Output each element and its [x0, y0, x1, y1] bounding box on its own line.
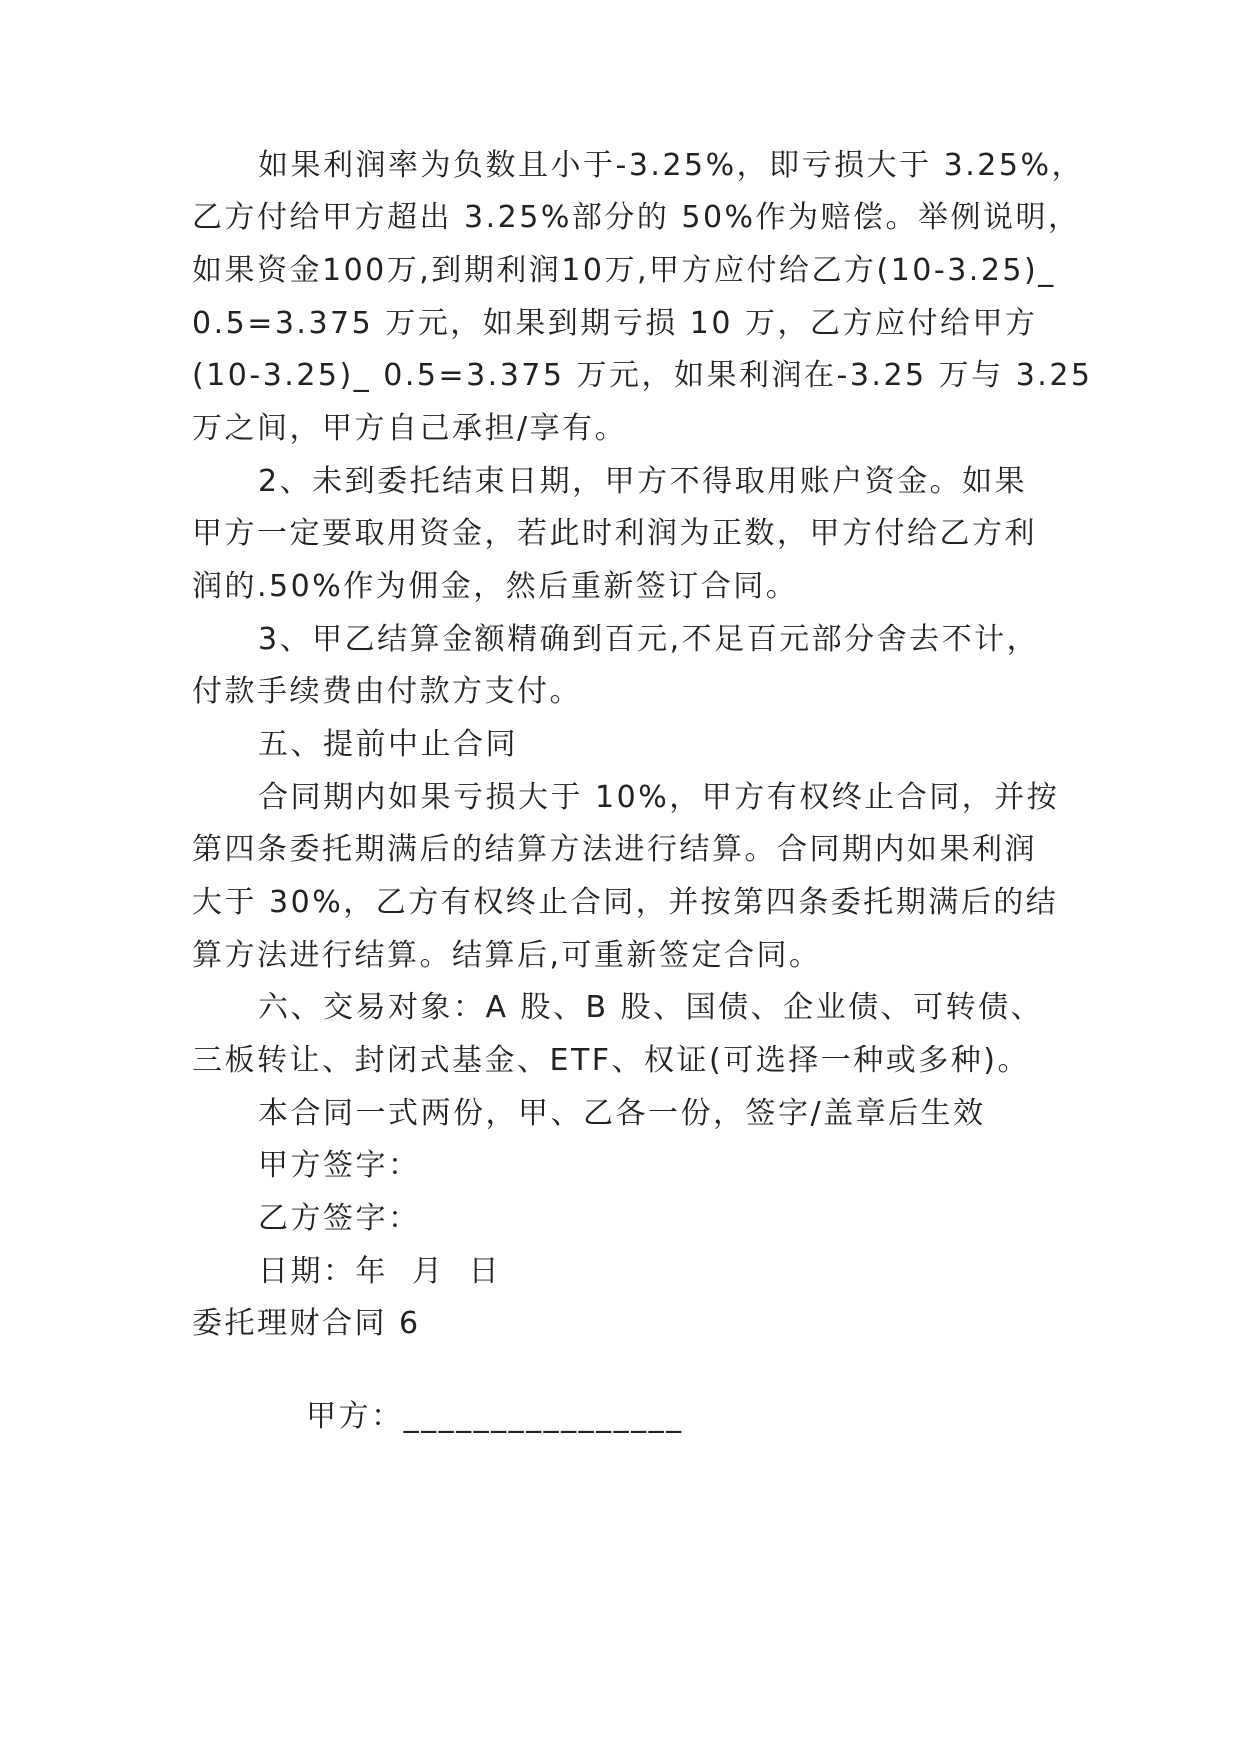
text-line: 六、交易对象：A 股、B 股、国债、企业债、可转债、 [258, 990, 1044, 1025]
party-a-label: 甲方： [306, 1399, 404, 1434]
text-line: 第四条委托期满后的结算方法进行结算。合同期内如果利润 [192, 832, 1037, 867]
contract-title: 委托理财合同 6 [192, 1306, 421, 1341]
text-line: 本合同一式两份，甲、乙各一份，签字/盖章后生效 [258, 1096, 986, 1131]
text-line: 2、未到委托结束日期，甲方不得取用账户资金。如果 [258, 464, 1028, 499]
party-b-signature-label: 乙方签字： [258, 1201, 421, 1236]
text-line: 0.5=3.375 万元，如果到期亏损 10 万，乙方应付给甲方 [192, 306, 1038, 341]
text-line: 合同期内如果亏损大于 10%，甲方有权终止合同，并按 [258, 780, 1060, 815]
text-line: (10-3.25)_ 0.5=3.375 万元，如果利润在-3.25 万与 3.25 [192, 358, 1093, 393]
text-line: 付款手续费由付款方支付。 [192, 674, 582, 709]
text-line: 如果利润率为负数且小于-3.25%，即亏损大于 3.25%， [258, 148, 1084, 183]
text-line: 甲方一定要取用资金，若此时利润为正数，甲方付给乙方利 [192, 516, 1037, 551]
text-line: 万之间，甲方自己承担/享有。 [192, 411, 628, 446]
section-heading: 五、提前中止合同 [258, 727, 518, 762]
text-line: 如果资金100万,到期利润10万,甲方应付给乙方(10-3.25)_ [192, 253, 1056, 288]
party-a-signature-label: 甲方签字： [258, 1148, 421, 1183]
party-a-line [258, 1357, 684, 1477]
text-line: 大于 30%，乙方有权终止合同，并按第四条委托期满后的结 [192, 885, 1059, 920]
party-a-blank: ________________ [403, 1399, 684, 1434]
text-line: 乙方付给甲方超出 3.25%部分的 50%作为赔偿。举例说明， [192, 200, 1081, 235]
text-line: 润的.50%作为佣金，然后重新签订合同。 [192, 569, 799, 604]
text-line: 3、甲乙结算金额精确到百元,不足百元部分舍去不计， [258, 622, 1040, 657]
text-line: 三板转让、封闭式基金、ETF、权证(可选择一种或多种)。 [192, 1043, 1030, 1078]
date-label: 日期：年 月 日 [258, 1254, 502, 1289]
text-line: 算方法进行结算。结算后,可重新签定合同。 [192, 938, 822, 973]
